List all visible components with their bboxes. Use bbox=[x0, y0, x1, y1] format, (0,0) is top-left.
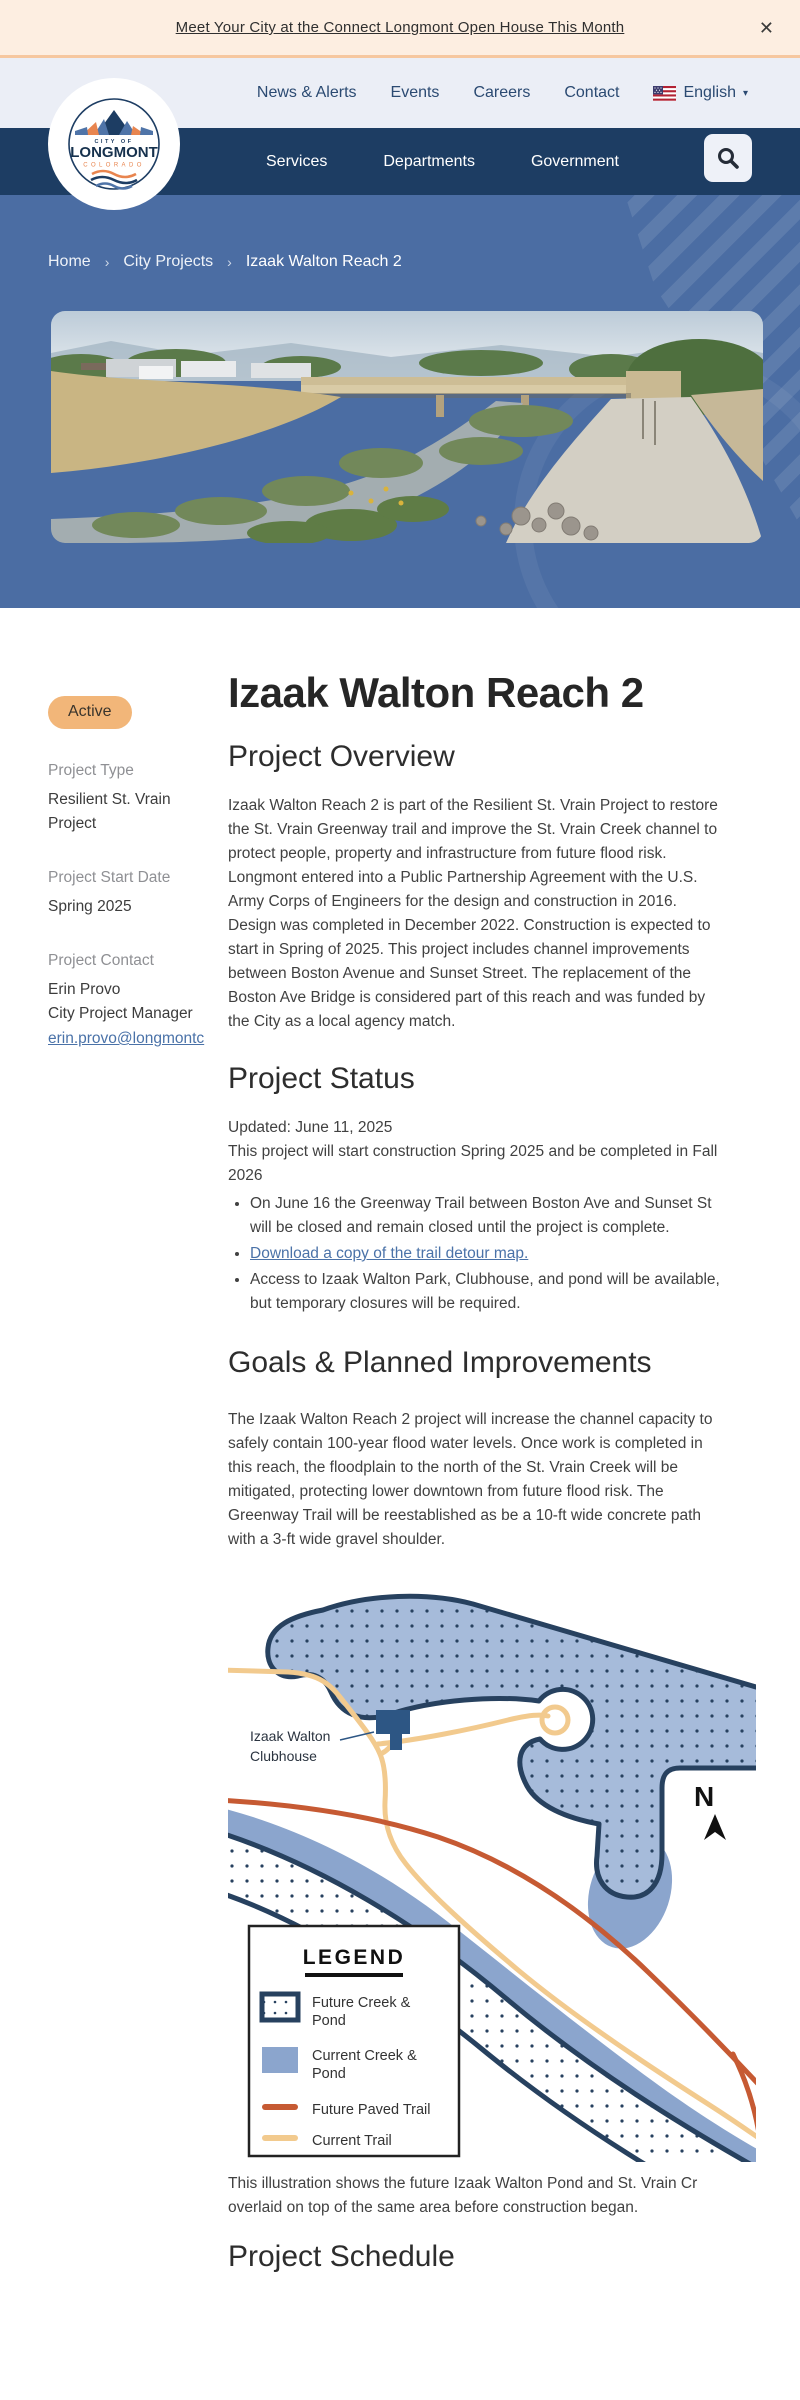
goals-heading: Goals & Planned Improvements bbox=[228, 1346, 652, 1379]
contact-role: City Project Manager bbox=[48, 1005, 193, 1022]
list-item bbox=[250, 1242, 720, 1266]
status-heading: Project Status bbox=[228, 1062, 415, 1095]
legend-title: LEGEND bbox=[302, 1946, 406, 1969]
banner-link[interactable]: Meet Your City at the Connect Longmont Open House This Month bbox=[175, 19, 625, 36]
legend-label: Future Paved Trail bbox=[312, 2102, 431, 2118]
contact-name: Erin Provo bbox=[48, 981, 121, 998]
svg-text:CITY OF: CITY OF bbox=[94, 139, 134, 145]
nav-departments[interactable]: Departments bbox=[383, 152, 475, 170]
legend-label: Pond bbox=[312, 2013, 346, 2029]
close-icon[interactable]: ✕ bbox=[753, 18, 780, 38]
nav-events[interactable]: Events bbox=[390, 84, 440, 101]
chevron-right-icon: › bbox=[104, 254, 110, 270]
nav-contact[interactable]: Contact bbox=[564, 84, 620, 101]
chevron-down-icon: ▾ bbox=[742, 87, 748, 99]
page-title: Izaak Walton Reach 2 bbox=[228, 669, 644, 716]
breadcrumb-current: Izaak Walton Reach 2 bbox=[245, 253, 402, 270]
alert-banner bbox=[0, 0, 800, 58]
future-pond-shape bbox=[268, 1596, 756, 1897]
schedule-heading: Project Schedule bbox=[228, 2240, 455, 2273]
map-caption: overlaid on top of the same area before construction began. bbox=[228, 2199, 639, 2216]
clubhouse-label: Clubhouse bbox=[250, 1748, 317, 1764]
list-item: • On June 16 the Greenway Trail between Boston Ave and Sunset St will be closed and remain closed until the project is complete. bbox=[250, 1192, 720, 1240]
project-map bbox=[228, 1592, 756, 2162]
north-arrow-icon bbox=[704, 1814, 726, 1840]
north-compass-label: N bbox=[694, 1781, 715, 1812]
goals-paragraph: The Izaak Walton Reach 2 project will increase the channel capacity to safely contain 100-year flood water levels. Once work is completed in this reach, the floodplain to the north of the St. Vrain Creek will be mitigated, protecting lower downtown from future flood risk. The Greenway Trail will be reestablished as be a 10-ft wide concrete path with a 3-ft wide gravel shoulder. bbox=[228, 1411, 713, 1548]
map-legend bbox=[249, 1926, 459, 2156]
search-icon bbox=[715, 145, 741, 171]
nav-news-alerts[interactable]: News & Alerts bbox=[256, 84, 357, 101]
nav-services[interactable]: Services bbox=[266, 152, 328, 170]
detour-map-link[interactable]: Download a copy of the trail detour map. bbox=[250, 1245, 529, 1262]
breadcrumb-home[interactable]: Home bbox=[48, 253, 91, 270]
legend-label: Current Creek & bbox=[312, 2048, 417, 2064]
hero-band bbox=[0, 195, 800, 608]
us-flag-icon bbox=[653, 86, 676, 101]
overview-paragraph: Izaak Walton Reach 2 is part of the Resilient St. Vrain Project to restore the St. Vrain Greenway trail and improve the St. Vrain Creek channel to protect people, property and infrastructure from future flood risk. Longmont entered into a Public Partnership Agreement with the U.S. Army Corps of Engineers for the design and construction in 2016. Design was completed in December 2022. Construction is expected to start in Spring of 2025. This project includes channel improvements between Boston Avenue and Sunset Street. The replacement of the Boston Ave Bridge is considered part of this reach and was funded by the City as a local agency match. bbox=[228, 797, 718, 1030]
legend-label: Current Trail bbox=[312, 2133, 392, 2149]
overview-heading: Project Overview bbox=[228, 740, 455, 773]
project-type-value: Resilient St. Vrain Project bbox=[48, 791, 171, 832]
chevron-right-icon: › bbox=[227, 254, 232, 270]
nav-careers[interactable]: Careers bbox=[473, 84, 531, 101]
legend-label: Future Creek & bbox=[312, 1995, 411, 2011]
contact-email-link[interactable]: erin.provo@longmontc bbox=[48, 1030, 205, 1047]
contact-label: Project Contact bbox=[48, 952, 154, 969]
status-updated: Updated: June 11, 2025 bbox=[228, 1119, 393, 1136]
project-type-label: Project Type bbox=[48, 762, 134, 779]
search-button[interactable] bbox=[704, 134, 752, 182]
breadcrumb-city-projects[interactable]: City Projects bbox=[123, 253, 214, 270]
status-intro: This project will start construction Spring 2025 and be completed in Fall 2026 bbox=[228, 1143, 718, 1184]
legend-label: Pond bbox=[312, 2066, 346, 2082]
svg-text:LONGMONT: LONGMONT bbox=[70, 144, 158, 161]
status-badge: Active bbox=[48, 696, 132, 729]
main-content bbox=[228, 608, 720, 2278]
hero-photo bbox=[51, 311, 763, 543]
start-date-value: Spring 2025 bbox=[48, 898, 132, 915]
breadcrumb bbox=[48, 253, 402, 271]
clubhouse-label: Izaak Walton bbox=[250, 1728, 331, 1744]
map-caption: This illustration shows the future Izaak Walton Pond and St. Vrain Cr bbox=[228, 2175, 698, 2192]
list-item: • Access to Izaak Walton Park, Clubhouse, and pond will be available, but temporary closures will be required. bbox=[250, 1268, 720, 1316]
language-selector[interactable] bbox=[653, 84, 748, 102]
language-label: English bbox=[683, 84, 736, 101]
city-logo[interactable] bbox=[47, 77, 181, 211]
project-sidebar bbox=[48, 608, 205, 1051]
nav-government[interactable]: Government bbox=[530, 152, 619, 170]
start-date-label: Project Start Date bbox=[48, 869, 171, 886]
status-list bbox=[228, 1192, 720, 1316]
svg-text:COLORADO: COLORADO bbox=[83, 162, 145, 169]
